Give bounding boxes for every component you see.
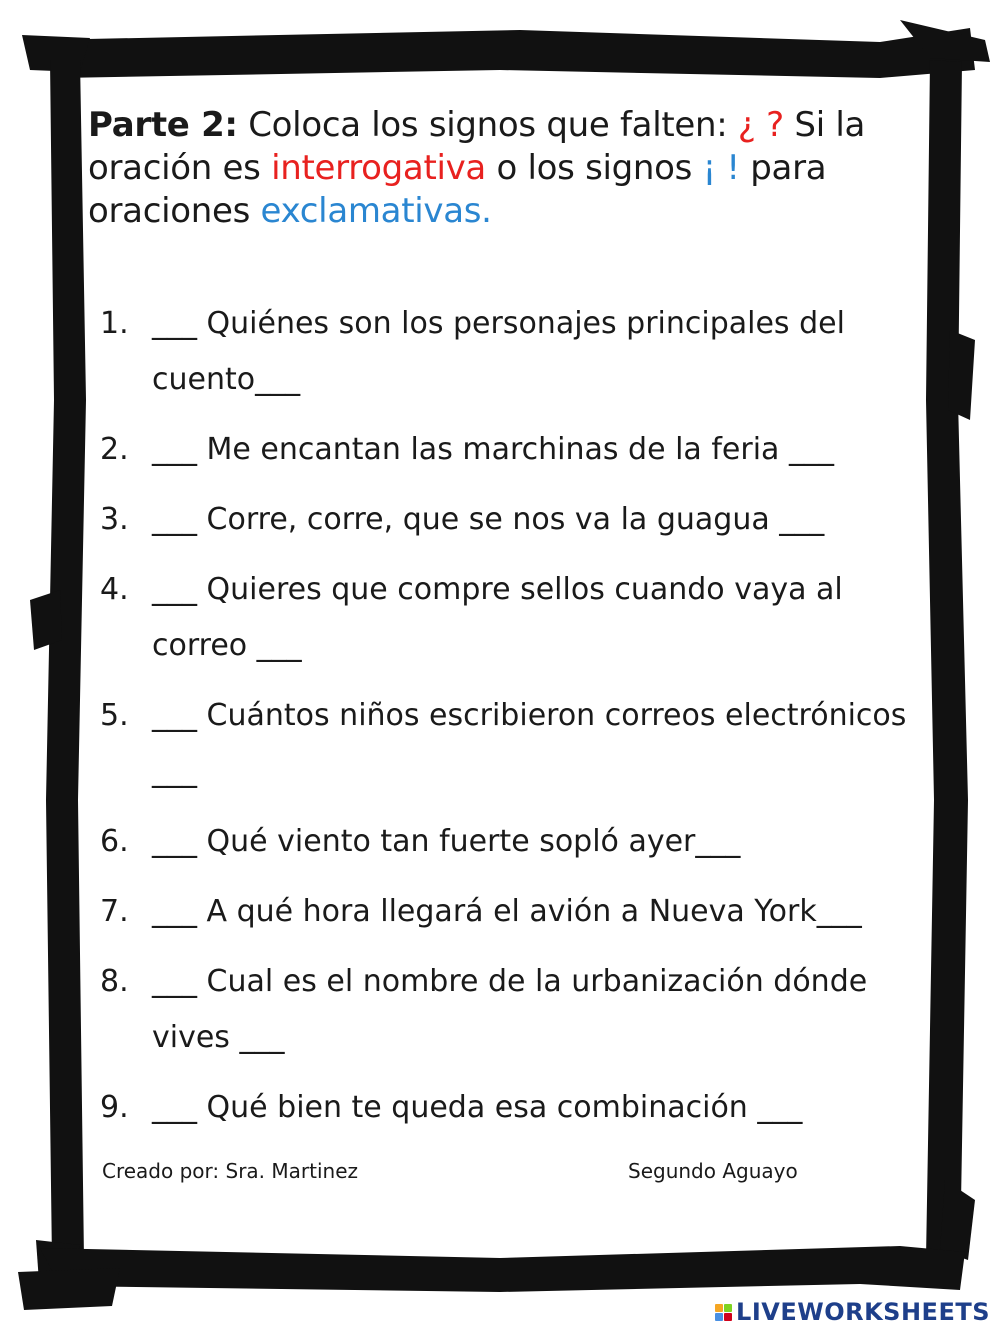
item-number: 7. <box>100 894 129 929</box>
item-number: 1. <box>100 306 129 341</box>
part-label: Parte 2: <box>88 105 238 145</box>
item-text: ___ Corre, corre, que se nos va la guagua ___ <box>152 502 825 537</box>
item-text: ___ Quieres que compre sellos cuando vaya al correo ___ <box>152 572 843 663</box>
liveworksheets-brand[interactable] <box>715 1298 990 1326</box>
interrogativa-word: interrogativa <box>271 148 486 188</box>
exercise-item <box>100 296 930 408</box>
instructions-text-a: Coloca los signos que falten: <box>237 105 738 145</box>
item-number: 6. <box>100 824 129 859</box>
item-text: ___ Qué viento tan fuerte sopló ayer___ <box>152 824 741 859</box>
exercise-item <box>100 954 930 1066</box>
brand-name: LIVEWORKSHEETS <box>736 1298 990 1326</box>
exercise-item <box>100 1080 930 1136</box>
item-number: 2. <box>100 432 129 467</box>
grade-credit: Segundo Aguayo <box>628 1159 798 1183</box>
item-number: 4. <box>100 572 129 607</box>
item-number: 3. <box>100 502 129 537</box>
instructions-text-c: o los signos <box>485 148 703 188</box>
liveworksheets-logo-icon <box>715 1304 732 1321</box>
exercise-item <box>100 562 930 674</box>
question-marks: ¿ ? <box>737 105 784 145</box>
instructions-text-b: Si la oración es <box>88 105 866 188</box>
exercise-item <box>100 884 930 940</box>
item-text: ___ Quiénes son los personajes principales del cuento___ <box>152 306 845 397</box>
item-text: ___ Qué bien te queda esa combinación ___ <box>152 1090 803 1125</box>
exercise-list <box>100 296 930 1150</box>
item-text: ___ Me encantan las marchinas de la feria ___ <box>152 432 834 467</box>
instructions-text-d: para oraciones <box>88 148 827 231</box>
exclamation-marks: ¡ ! <box>702 148 740 188</box>
instructions-header <box>88 104 928 233</box>
item-text: ___ Cuántos niños escribieron correos electrónicos ___ <box>152 698 907 789</box>
item-text: ___ A qué hora llegará el avión a Nueva York___ <box>152 894 862 929</box>
exercise-item <box>100 814 930 870</box>
exercise-item <box>100 492 930 548</box>
exclamativas-word: exclamativas. <box>260 191 492 231</box>
exercise-item <box>100 688 930 800</box>
exercise-item <box>100 422 930 478</box>
item-number: 5. <box>100 698 129 733</box>
created-by-credit: Creado por: Sra. Martinez <box>102 1159 358 1183</box>
item-number: 8. <box>100 964 129 999</box>
item-number: 9. <box>100 1090 129 1125</box>
item-text: ___ Cual es el nombre de la urbanización dónde vives ___ <box>152 964 868 1055</box>
